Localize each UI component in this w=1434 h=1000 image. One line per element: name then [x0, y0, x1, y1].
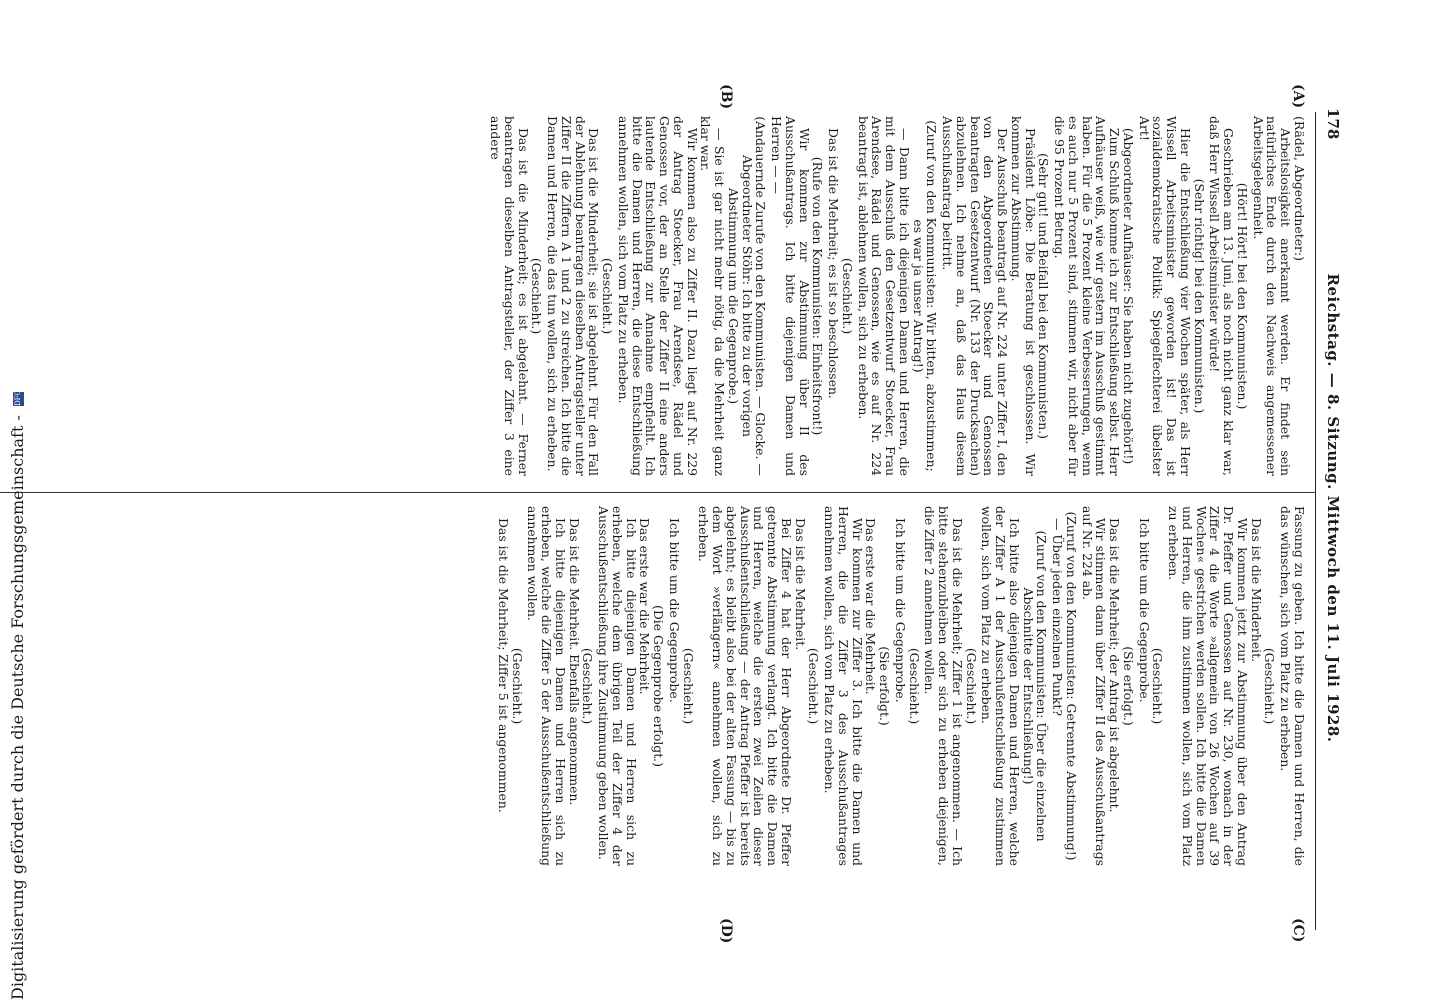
page-title: Reichstag. — 8. Sitzung. Mittwoch den 11. Juli 1928.	[1324, 273, 1342, 743]
paragraph: Das ist die Minderheit.	[1248, 518, 1264, 663]
interjection: (Zuruf von den Kommunisten: Getrennte Abstimmung!)	[1064, 511, 1079, 861]
paragraph: Das ist die Mehrheit. Ebenfalls angenommen.	[566, 518, 582, 806]
interjection: (Sehr gut! und Beifall bei den Kommunisten.)	[1036, 153, 1052, 439]
paragraph: Der Ausschuß beantragt auf Nr. 224 unter Ziffer I, den von den Abgeordneten Stoecker und Genossen beantragten Gesetzentwurf (Nr. 133 der Drucksachen) abzulehnen. Ich nehme an, daß das Haus diesem Ausschußantrag beitritt.	[940, 116, 1011, 476]
interjection: (Geschieht.)	[529, 257, 545, 335]
interjection: (Andauernde Zurufe von den Kommunisten. — Glocke. — Abgeordneter Stöhr: Ich bitte zu der vorigen Abstimmung um die Gegenprobe.)	[726, 116, 769, 476]
header-rule	[1315, 112, 1316, 930]
interjection: (Geschieht.)	[1150, 647, 1166, 725]
left-column	[489, 116, 1307, 476]
paragraph: Wir kommen also zu Ziffer II. Dazu liegt auf Nr. 229 der Antrag Stoecker, Frau Arendsee, Rädel und Genossen vor, der an Stelle der Ziffer II eine anders lautende Entschließung zur Annahme empfiehlt. Ich bitte die Damen und Herren, die diese Entschließung annehmen wollen, sich vom Platz zu erheben.	[616, 116, 700, 476]
paragraph: Das ist die Mehrheit; der Antrag ist abgelehnt.	[1107, 518, 1123, 813]
interjection: (Geschieht.)	[1262, 647, 1278, 725]
paragraph: (Rädel, Abgeordneter:)	[1292, 116, 1307, 261]
paragraph: Ich bitte um die Gegenprobe.	[1136, 518, 1152, 703]
interjection: (Sehr richtig! bei den Kommunisten.)	[1191, 178, 1207, 414]
interjection: (Hört! Hört! bei den Kommunisten.)	[1235, 182, 1250, 410]
right-column	[496, 506, 1306, 866]
paragraph: — Über jeden einzelnen Punkt?	[1050, 518, 1066, 717]
paragraph: — Dann bitte ich diejenigen Damen und Herren, die mit dem Ausschuß den Gesetzentwurf Stoecker, Frau Arendsee, Rädel und Genossen, wie es auf Nr. 224 beantragt ist, ablehnen wollen, sich zu erheben.	[855, 116, 912, 476]
paragraph: Ich bitte um die Gegenprobe.	[893, 518, 908, 703]
paragraph: Ich bitte diejenigen Damen und Herren sich zu erheben, welche dem übrigen Teil der Ziffer 4 der Ausschußentschließung ihre Zustimmung geben wollen.	[596, 506, 639, 866]
interjection: (Geschieht.)	[906, 647, 922, 725]
paragraph: — Sie ist gar nicht mehr nötig, da die Mehrheit ganz klar war.	[698, 116, 728, 476]
paragraph: Hier die Entschließung vier Wochen später, als Herr Wissell Arbeitsminister geworden ist! Das ist sozialdemokratische Politik: Spiegelfechterei übelster Art!	[1136, 116, 1193, 476]
paragraph: Ich bitte also diejenigen Damen und Herren, welche der Ziffer A 1 der Ausschußentschließung zustimmen wollen, sich vom Platz zu erheben.	[979, 506, 1022, 866]
dfg-logo: DFG	[14, 389, 22, 407]
margin-mark-a: (A)	[1290, 84, 1306, 109]
paragraph: Ich bitte um die Gegenprobe.	[667, 518, 682, 703]
paragraph: Wir stimmen dann über Ziffer II des Ausschußantrags auf Nr. 224 ab.	[1079, 506, 1109, 866]
interjection: (Geschieht.)	[600, 257, 616, 335]
page-header	[1320, 108, 1342, 908]
paragraph: Das ist die Mehrheit; es ist so beschlossen.	[826, 128, 842, 399]
paragraph: Zum Schluß komme ich zur Entschließung selbst. Herr Aufhäuser weiß, wie wir gestern im Ausschuß gestimmt haben. Für die 5 Prozent kleine Verbesserungen, wenn es auch nur 5 Prozent sind, stimmen wir, nicht aber für die 95 Prozent Betrug.	[1052, 116, 1123, 476]
interjection: (Geschieht.)	[840, 257, 855, 335]
interjection: (Sie erfolgt.)	[877, 646, 893, 726]
paragraph: Bei Ziffer 4 hat der Herr Abgeordnete Dr. Pfeffer getrennte Abstimmung verlangt. Ich bitte die Damen und Herren, welche die ersten zwei Zeilen dieser Ausschußentschließung — der Antrag Pfeffer ist bereits abgelehnt; es bleibt also bei der alten Fassung — bis zu dem Wort »verlängern« annehmen wollen, sich zu erheben.	[696, 506, 794, 866]
interjection: (Geschieht.)	[963, 647, 979, 725]
paragraph: Präsident Löbe: Die Beratung ist geschlossen. Wir kommen zur Abstimmung.	[1009, 116, 1038, 476]
paragraph: Das ist die Minderheit; sie ist abgelehnt. Für den Fall der Ablehnung beantragen dieselben Antragsteller unter Ziffer II die Ziffern A 1 und 2 zu streichen. Ich bitte die Damen und Herren, die das tun wollen, sich zu erheben.	[545, 116, 602, 476]
interjection: (Die Gegenprobe erfolgt.)	[651, 605, 667, 767]
paragraph: Das ist die Mehrheit; Ziffer 5 ist angenommen.	[496, 518, 511, 813]
paragraph: Wir kommen jetzt zur Abstimmung über den Antrag Dr. Pfeffer und Genossen auf Nr. 230, wonach in der Ziffer 4 die Worte »allgemein von 26 Wochen auf 39 Wochen« gestrichen werden sollen. Ich bitte die Damen und Herren, die ihm zustimmen wollen, sich vom Platz zu erheben.	[1166, 506, 1250, 866]
footer-note: Digitalisierung gefördert durch die Deutsche Forschungsgemeinschaft -	[8, 415, 27, 1000]
paragraph: Geschrieben am 13. Juni, als noch nicht ganz klar war, daß Herr Wissell Arbeitsminister würde!	[1207, 116, 1237, 476]
interjection: (Geschieht.)	[580, 647, 596, 725]
paragraph: Fassung zu geben. Ich bitte die Damen und Herren, die das wünschen, sich vom Platz zu erheben.	[1278, 506, 1307, 866]
digitization-footer	[8, 0, 27, 1000]
paragraph: Ich bitte diejenigen Damen und Herren sich zu erheben, welche die Ziffer 5 der Ausschußentschließung annehmen wollen.	[525, 506, 568, 866]
interjection: (Zuruf von den Kommunisten: Wir bitten, abzustimmen; es war ja unser Antrag!)	[910, 120, 940, 472]
interjection: (Zuruf von den Kommunisten: Über die einzelnen Abschnitte der Entschließung!)	[1020, 530, 1050, 842]
column-divider	[0, 492, 1316, 493]
page-number: 178	[1324, 108, 1342, 140]
paragraph: Das ist die Mehrheit; Ziffer 1 ist angenommen. — Ich bitte stehenzubleiben oder sich zu erheben diejenigen, die Ziffer 2 annehmen wollen.	[922, 506, 965, 866]
paragraph: Das erste war die Mehrheit.	[637, 518, 653, 695]
paragraph: Das ist die Minderheit; es ist abgelehnt. — Ferner beantragen dieselben Antragsteller, der Ziffer 3 eine andere	[488, 116, 531, 476]
paragraph: Arbeitslosigkeit anerkannt werden. Er findet sein natürliches Ende durch den Nachweis angemessener Arbeitsgelegenheit.	[1250, 116, 1294, 476]
interjection: (Geschieht.)	[680, 647, 696, 725]
paragraph: Wir kommen zur Abstimmung über II des Ausschußantrags. Ich bitte diejenigen Damen und Herren — —	[769, 116, 812, 476]
interjection: (Rufe von den Kommunisten: Einheitsfront!)	[810, 156, 826, 436]
margin-mark-b: (B)	[718, 84, 734, 110]
interjection: (Geschieht.)	[509, 647, 525, 725]
interjection: (Geschieht.)	[806, 647, 822, 725]
paragraph: Das ist die Mehrheit.	[792, 518, 808, 651]
margin-mark-c: (C)	[1290, 918, 1306, 943]
interjection: (Sie erfolgt.)	[1121, 646, 1136, 726]
paragraph: Das erste war die Mehrheit.	[863, 518, 879, 695]
interjection: (Abgeordneter Aufhäuser: Sie haben nicht zugehört!)	[1121, 127, 1136, 465]
paragraph: Wir kommen zur Ziffer 3. Ich bitte die Damen und Herren, die die Ziffer 3 des Ausschußantrages annehmen wollen, sich vom Platz zu erheben.	[822, 506, 865, 866]
margin-mark-d: (D)	[718, 918, 734, 944]
